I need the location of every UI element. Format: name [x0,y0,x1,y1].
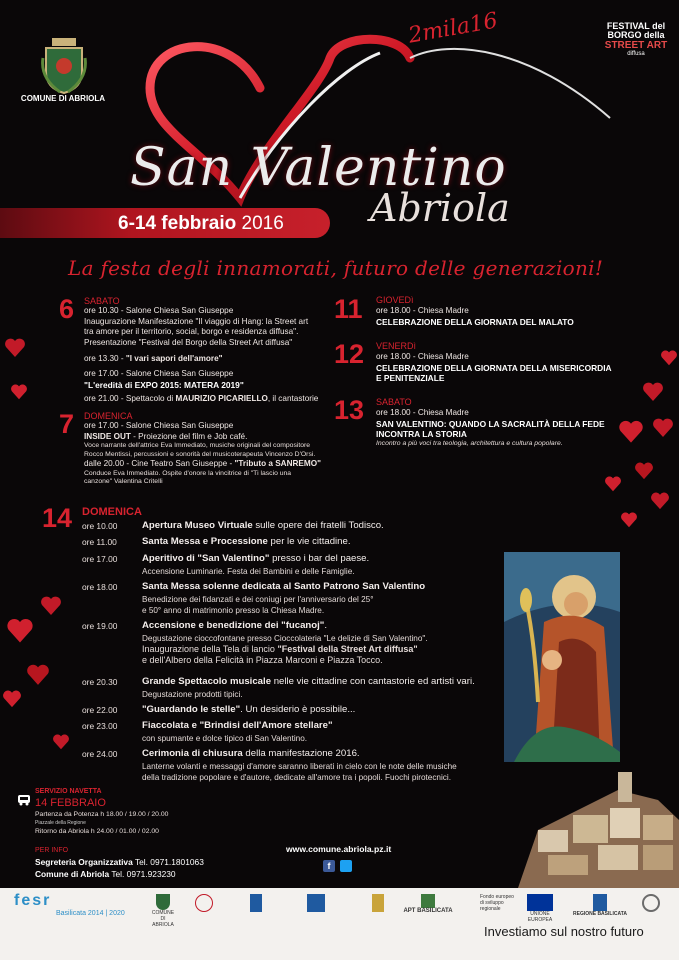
day7-event2-prefix: dalle 20.00 - Cine Teatro San Giuseppe - [84,459,235,468]
event-dates [118,213,284,235]
day6-event2-title: "I vari sapori dell'amore" [125,354,223,364]
row-description-line: e 50° anno di matrimonio presso la Chiesa Madre. [142,606,325,615]
day6-line: Inaugurazione Manifestazione "Il viaggio di Hang: la Street art [84,316,309,326]
basilicata-2014-2020: Basilicata 2014 | 2020 [56,910,125,917]
day7-block [84,421,346,486]
day7-note: Conduce Eva Immediato. Ospite d'onore la vincitrice di "Ti lascio una [84,469,292,477]
heart-sponsor-logo [192,894,216,912]
day6-event4-suffix: , il cantastorie [267,394,319,404]
day13-block [376,408,646,448]
row-headline [142,581,425,592]
heart-icon [620,512,638,528]
info-org-tel: Tel. 0971.1801063 [132,857,204,867]
row-headline [142,704,355,715]
heart-icon [604,476,622,492]
row-description-line: Degustazione cioccofontane presso Cioccolateria "Le delizie di San Valentino". [142,634,428,643]
dates-bold: 6-14 febbraio [118,213,237,234]
unione-europea-logo [520,894,560,923]
row-headline [142,720,333,731]
day7-note: Voce narrante dell'attrice Eva Immediato, musiche originali del compositore [84,442,311,450]
info-comune [35,869,176,879]
tagline: La festa degli innamorati, futuro delle generazioni! [68,256,604,280]
day6-event4 [84,394,344,405]
comune-label: COMUNE DI ABRIOLA [20,94,106,103]
comune-abriola-logo [150,894,176,928]
day6-line: Presentazione "Festival del Borgo della Street Art diffusa" [84,337,293,347]
row-rest: presso i bar del paese. [269,553,370,564]
heart-icon [634,462,654,480]
heart-icon [660,350,678,366]
twitter-icon[interactable] [340,860,352,872]
day-name-domenica: DOMENICA [84,411,133,421]
day12-place: ore 18.00 - Chiesa Madre [376,352,469,361]
row-description-line: Lanterne volanti e messaggi d'amore saranno liberati in cielo con le note delle musiche [142,762,457,771]
day13-title: SAN VALENTINO: QUANDO LA SACRALITÀ DELLA FEDE [376,418,605,429]
heart-icon [652,418,674,438]
day-name-sabato-13: SABATO [376,397,412,407]
festival-logo-line3: diffusa [627,51,645,58]
day7-place: ore 17.00 - Salone Chiesa San Giuseppe [84,421,234,430]
logo-caption: REGIONE BASILICATA [573,911,627,917]
row-description [142,761,582,783]
row-time: ore 20.30 [82,677,118,687]
day12-block [376,352,646,384]
row-description: Accensione Luminarie. Festa dei Bambini e delle Famiglie. [142,567,355,576]
day-name-domenica-14: DOMENICA [82,506,142,518]
info-org-label: Segreteria Organizzativa [35,857,133,867]
heart-icon [40,596,62,616]
day7-note: Rocco Mentissi, percussioni e sonorità del musicoterapeuta Vincenzo D'Orsi. [84,450,316,458]
row-time: ore 17.00 [82,554,118,564]
day6-line: tra amore per il territorio, social, borgo e residenza diffusa". [84,327,299,337]
row-time: ore 11.00 [82,537,117,547]
row-time: ore 22.00 [82,705,118,715]
day11-block [376,306,636,327]
festival-logo-line2: STREET ART [604,39,668,51]
day13-place: ore 18.00 - Chiesa Madre [376,408,469,417]
row-title: Aperitivo di "San Valentino" [142,553,270,564]
logo-caption: UNIONE EUROPEA [527,911,553,923]
tela-text: Inaugurazione della Tela di lancio [142,644,278,654]
navetta-title: SERVIZIO NAVETTA [35,788,102,795]
day11-title: CELEBRAZIONE DELLA GIORNATA DEL MALATO [376,316,574,327]
event-title: San Valentino [130,138,507,198]
navetta-line: Partenza da Potenza h 18.00 / 19.00 / 20.00 [35,811,169,818]
row-rest: della manifestazione 2016. [242,748,360,759]
day13-note: Incontro a più voci tra teologia, architettura e cultura popolare. [376,439,563,447]
facebook-icon[interactable]: f [323,860,335,872]
row-title: Fiaccolata e "Brindisi dell'Amore stellare" [142,720,333,731]
row-time: ore 10.00 [82,521,118,531]
town-illustration-image [518,770,679,888]
day6-event3-title: "L'eredità di EXPO 2015: MATERA 2019" [84,379,244,390]
heart-icon [26,664,50,686]
day7-event2-title: "Tributo a SANREMO" [234,459,321,468]
regione-basilicata-logo [572,894,628,917]
day-number-11: 11 [334,294,363,324]
row-title: Apertura Museo Virtuale [142,520,253,531]
website-link[interactable]: www.comune.abriola.pz.it [286,844,392,854]
sponsor-logo [246,894,266,912]
fondo-europeo-label [480,894,516,912]
heart-icon [650,492,670,510]
row-description-line: della tradizione popolare e d'autore, dedicate all'amore tra i popoli. Fuochi pirotecnici. [142,773,451,782]
row-title: Accensione e benedizione dei "fucanoj" [142,620,325,631]
row-rest: . [324,620,328,631]
navetta-line: Ritorno da Abriola h 24.00 / 01.00 / 02.00 [35,828,159,835]
heart-icon [6,618,34,644]
year-script: 2mila16 [406,8,500,49]
row-headline [142,536,351,547]
day6-line: ore 10.30 - Salone Chiesa San Giuseppe [84,306,234,315]
repubblica-italiana-logo [640,894,662,912]
day-name-sabato: SABATO [84,296,120,306]
row-title: "Guardando le stelle" [142,704,241,715]
logo-caption: APT BASILICATA [403,908,453,914]
row-time: ore 24.00 [82,749,118,759]
row-time: ore 23.00 [82,721,118,731]
sponsor-logo [368,894,388,912]
day7-note: canzone" Valentina Critelli [84,478,163,485]
row-description-line: Benedizione dei fidanzati e dei coniugi per l'anniversario del 25° [142,595,374,604]
tela-bold: "Festival della Street Art diffusa" [277,644,418,654]
day7-title-line [84,432,346,443]
dates-year: 2016 [241,213,284,234]
day-number-6: 6 [59,294,75,324]
comune-crest-icon [40,38,88,94]
day12-title: CELEBRAZIONE DELLA GIORNATA DELLA MISERICORDIA [376,362,612,373]
row-rest: per le vie cittadine. [267,536,351,547]
row-description: con spumante e dolce tipico di San Valentino. [142,734,308,743]
day13-title-2: INCONTRA LA STORIA [376,429,467,440]
day-name-giovedi: GIOVEDì [376,295,414,305]
day-name-venerdi: VENERDì [376,341,417,351]
day6-event3-place: ore 17.00 - Salone Chiesa San Giuseppe [84,368,234,378]
day-number-14: 14 [42,503,73,533]
heart-icon [618,420,644,444]
row-rest: . Un desiderio è possibile... [240,704,356,715]
investiamo-slogan: Investiamo sul nostro futuro [484,924,644,939]
heart-icon [4,338,26,358]
row-time: ore 18.00 [82,582,118,592]
day6-event4-prefix: ore 21.00 - Spettacolo di [84,394,176,404]
day-number-12: 12 [334,339,365,369]
row-headline [142,520,384,531]
fesr-logo: fesr [14,892,52,909]
info-org [35,857,204,867]
day-number-7: 7 [59,409,75,439]
day6-block [84,306,344,405]
heart-icon [642,382,664,402]
day6-event2-time: ore 13.30 - [84,354,126,364]
apt-basilicata-logo [398,894,458,914]
row-headline [142,553,369,564]
info-comune-label: Comune di Abriola [35,869,110,879]
day6-event2 [84,354,344,365]
tela-line-2: e dell'Albero della Felicità in Piazza Marconi e Piazza Tocco. [142,655,383,665]
info-comune-tel: Tel. 0971.923230 [109,869,176,879]
row-title: Grande Spettacolo musicale [142,676,272,687]
row-description: Degustazione prodotti tipici. [142,690,243,699]
day12-title-2: E PENITENZIALE [376,373,445,384]
day6-event4-name: MAURIZIO PICARIELLO [175,394,268,404]
row-headline [142,748,360,759]
heart-icon [2,690,22,708]
bus-icon [17,794,31,806]
row-time: ore 19.00 [82,621,118,631]
day7-event2 [84,459,346,470]
fondo-caption: Fondo europeo di sviluppo regionale [480,894,514,912]
day7-title: INSIDE OUT [84,431,131,441]
navetta-line: Piazzale della Regione [35,820,86,826]
row-rest: sulle opere dei fratelli Todisco. [252,520,384,531]
saint-painting-image [504,552,620,762]
navetta-date: 14 FEBBRAIO [35,797,106,809]
festival-logo-line1: FESTIVAL del BORGO della [606,21,666,41]
info-title: PER INFO [35,847,69,854]
day11-place: ore 18.00 - Chiesa Madre [376,306,469,315]
row-title: Cerimonia di chiusura [142,748,243,759]
row-title: Santa Messa e Processione [142,536,268,547]
logo-caption: COMUNE DI ABRIOLA [151,910,175,928]
row-headline [142,620,327,631]
heart-icon [52,734,70,750]
row-rest: nelle vie cittadine con cantastorie ed artisti vari. [271,676,475,687]
day-number-13: 13 [334,395,365,425]
event-place: Abriola [370,186,510,230]
row-headline [142,676,475,687]
row-title: Santa Messa solenne dedicata al Santo Patrono San Valentino [142,581,426,592]
heart-icon [10,384,28,400]
sponsor-logo [306,894,326,912]
day7-title-suffix: - Proiezione del film e Job café. [130,431,248,441]
